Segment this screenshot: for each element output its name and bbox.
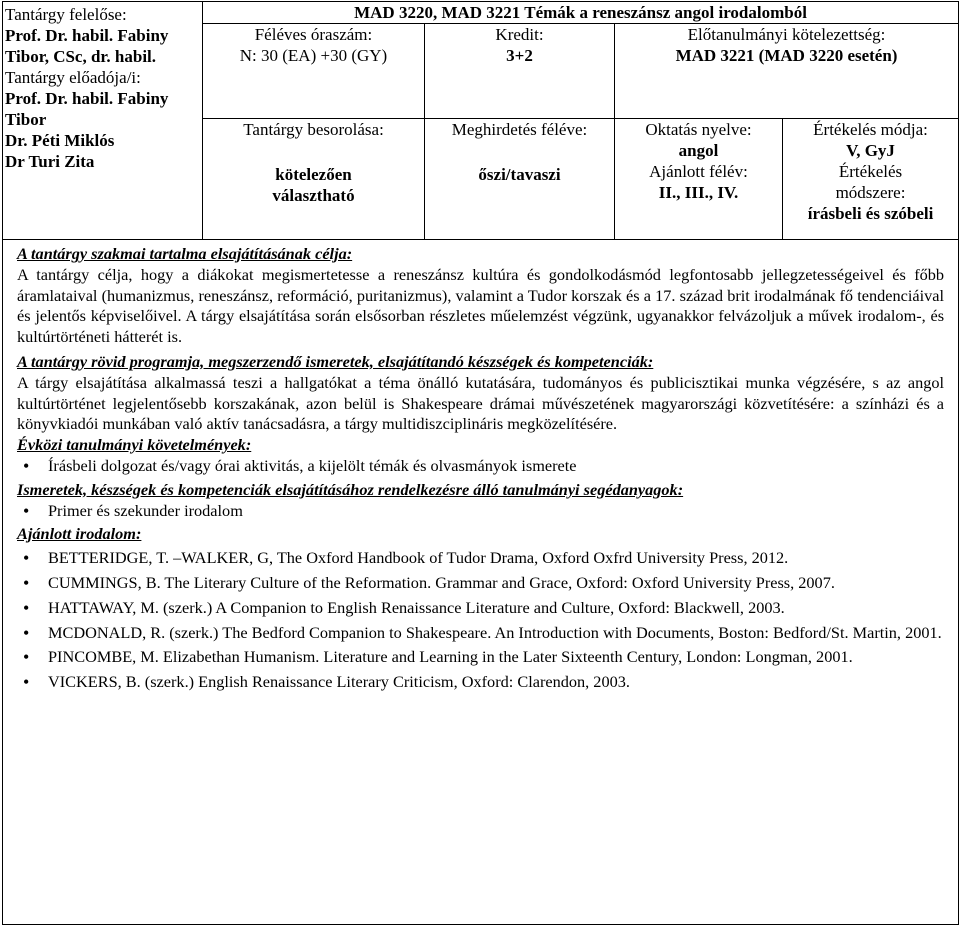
language-label: Oktatás nyelve: bbox=[645, 120, 752, 139]
materials-heading: Ismeretek, készségek és kompetenciák elsajátításához rendelkezésre álló tanulmányi segédanyagok: bbox=[17, 479, 684, 499]
list-item: • HATTAWAY, M. (szerk.) A Companion to English Renaissance Literature and Culture, Oxford: Blackwell, 2003. bbox=[17, 598, 944, 619]
requirements-list bbox=[17, 456, 944, 477]
hours-label: Féléves óraszám: bbox=[254, 25, 373, 44]
list-item: • Írásbeli dolgozat és/vagy órai aktivitás, a kijelölt témák és olvasmányok ismerete bbox=[17, 456, 944, 477]
prereq-cell bbox=[615, 24, 959, 119]
list-item: • PINCOMBE, M. Elizabethan Humanism. Literature and Learning in the Later Sixteenth Century, London: Longman, 2001. bbox=[17, 647, 944, 668]
language-value: angol bbox=[678, 141, 719, 160]
hours-cell bbox=[203, 24, 425, 119]
goal-text: A tantárgy célja, hogy a diákokat megismertetesse a reneszánsz kultúra és gondolkodásmód legfontosabb jellegzetességeivel és főbb áramlataival (humanizmus, reneszánsz, reformáció, puritanizmus), valamint a Tudor korszak és a 17. század brit irodalmának fő tendenciáival és jelentős képviselőivel. A tárgy elsajátítása során elsősorban részletes műelemzést végzünk, ugyanakkor felvázoljuk a művek irodalom-, és kultúrtörténeti hátterét is. bbox=[17, 264, 945, 347]
responsible-cell bbox=[3, 2, 203, 240]
semester-label: Meghirdetés féléve: bbox=[451, 120, 588, 139]
semester-cell bbox=[425, 119, 615, 240]
program-text: A tárgy elsajátítása alkalmassá teszi a hallgatókat a téma önálló kutatására, tudományos és publicisztikai munka végzésére, s az angol kultúrtörténet legjelentősebb korszakának, azon belül is Shakespeare drámai művészetének magyarországi közvetítésére: a színházi és a könyvkiadói munkában való aktív tanácsadásra, a tárgy multidiszciplináris megközelítésére. bbox=[17, 372, 945, 434]
classification-label: Tantárgy besorolása: bbox=[243, 120, 384, 139]
course-title: MAD 3220, MAD 3221 Témák a reneszánsz angol irodalomból bbox=[203, 2, 959, 24]
semester-value: őszi/tavaszi bbox=[478, 165, 561, 184]
requirements-heading: Évközi tanulmányi követelmények: bbox=[17, 435, 252, 455]
credit-label: Kredit: bbox=[495, 25, 544, 44]
goal-heading: A tantárgy szakmai tartalma elsajátításának célja: bbox=[17, 244, 353, 263]
responsible-label: Tantárgy felelőse: bbox=[5, 5, 127, 24]
literature-heading: Ajánlott irodalom: bbox=[17, 524, 142, 544]
lecturers-label: Tantárgy előadója/i: bbox=[5, 68, 141, 87]
syllabus-table bbox=[2, 1, 959, 925]
list-item: • Primer és szekunder irodalom bbox=[17, 501, 944, 522]
eval-value: V, GyJ bbox=[846, 141, 895, 160]
prereq-value: MAD 3221 (MAD 3220 esetén) bbox=[675, 46, 898, 65]
recommended-value: II., III., IV. bbox=[658, 183, 739, 202]
program-heading: A tantárgy rövid programja, megszerzendő ismeretek, elsajátítandó készségek és kompetenciák: bbox=[17, 351, 654, 371]
eval-method-label: Értékelés módszere: bbox=[835, 162, 906, 202]
lecturer-name: Dr Turi Zita bbox=[5, 152, 95, 171]
classification-cell bbox=[203, 119, 425, 240]
list-item: • CUMMINGS, B. The Literary Culture of the Reformation. Grammar and Grace, Oxford: Oxford University Press, 2007. bbox=[17, 573, 944, 594]
course-description bbox=[3, 240, 959, 925]
prereq-label: Előtanulmányi kötelezettség: bbox=[687, 25, 886, 44]
list-item: • VICKERS, B. (szerk.) English Renaissance Literary Criticism, Oxford: Clarendon, 2003. bbox=[17, 672, 944, 693]
hours-value: N: 30 (EA) +30 (GY) bbox=[239, 46, 388, 65]
responsible-name: Prof. Dr. habil. Fabiny Tibor, CSc, dr. habil. bbox=[5, 26, 169, 66]
credit-cell bbox=[425, 24, 615, 119]
eval-method-value: írásbeli és szóbeli bbox=[807, 204, 934, 223]
materials-list bbox=[17, 501, 944, 522]
evaluation-cell bbox=[783, 119, 959, 240]
eval-label: Értékelés módja: bbox=[813, 120, 928, 139]
language-cell bbox=[615, 119, 783, 240]
classification-value: kötelezően választható bbox=[272, 165, 355, 205]
lecturer-name: Prof. Dr. habil. Fabiny Tibor bbox=[5, 89, 169, 129]
list-item: • BETTERIDGE, T. –WALKER, G, The Oxford Handbook of Tudor Drama, Oxford Oxfrd University Press, 2012. bbox=[17, 548, 944, 569]
lecturer-name: Dr. Péti Miklós bbox=[5, 131, 115, 150]
credit-value: 3+2 bbox=[506, 46, 533, 65]
literature-list bbox=[17, 548, 944, 693]
recommended-label: Ajánlott félév: bbox=[649, 162, 748, 181]
list-item: • MCDONALD, R. (szerk.) The Bedford Companion to Shakespeare. An Introduction with Documents, Boston: Bedford/St. Martin, 2001. bbox=[17, 623, 944, 644]
